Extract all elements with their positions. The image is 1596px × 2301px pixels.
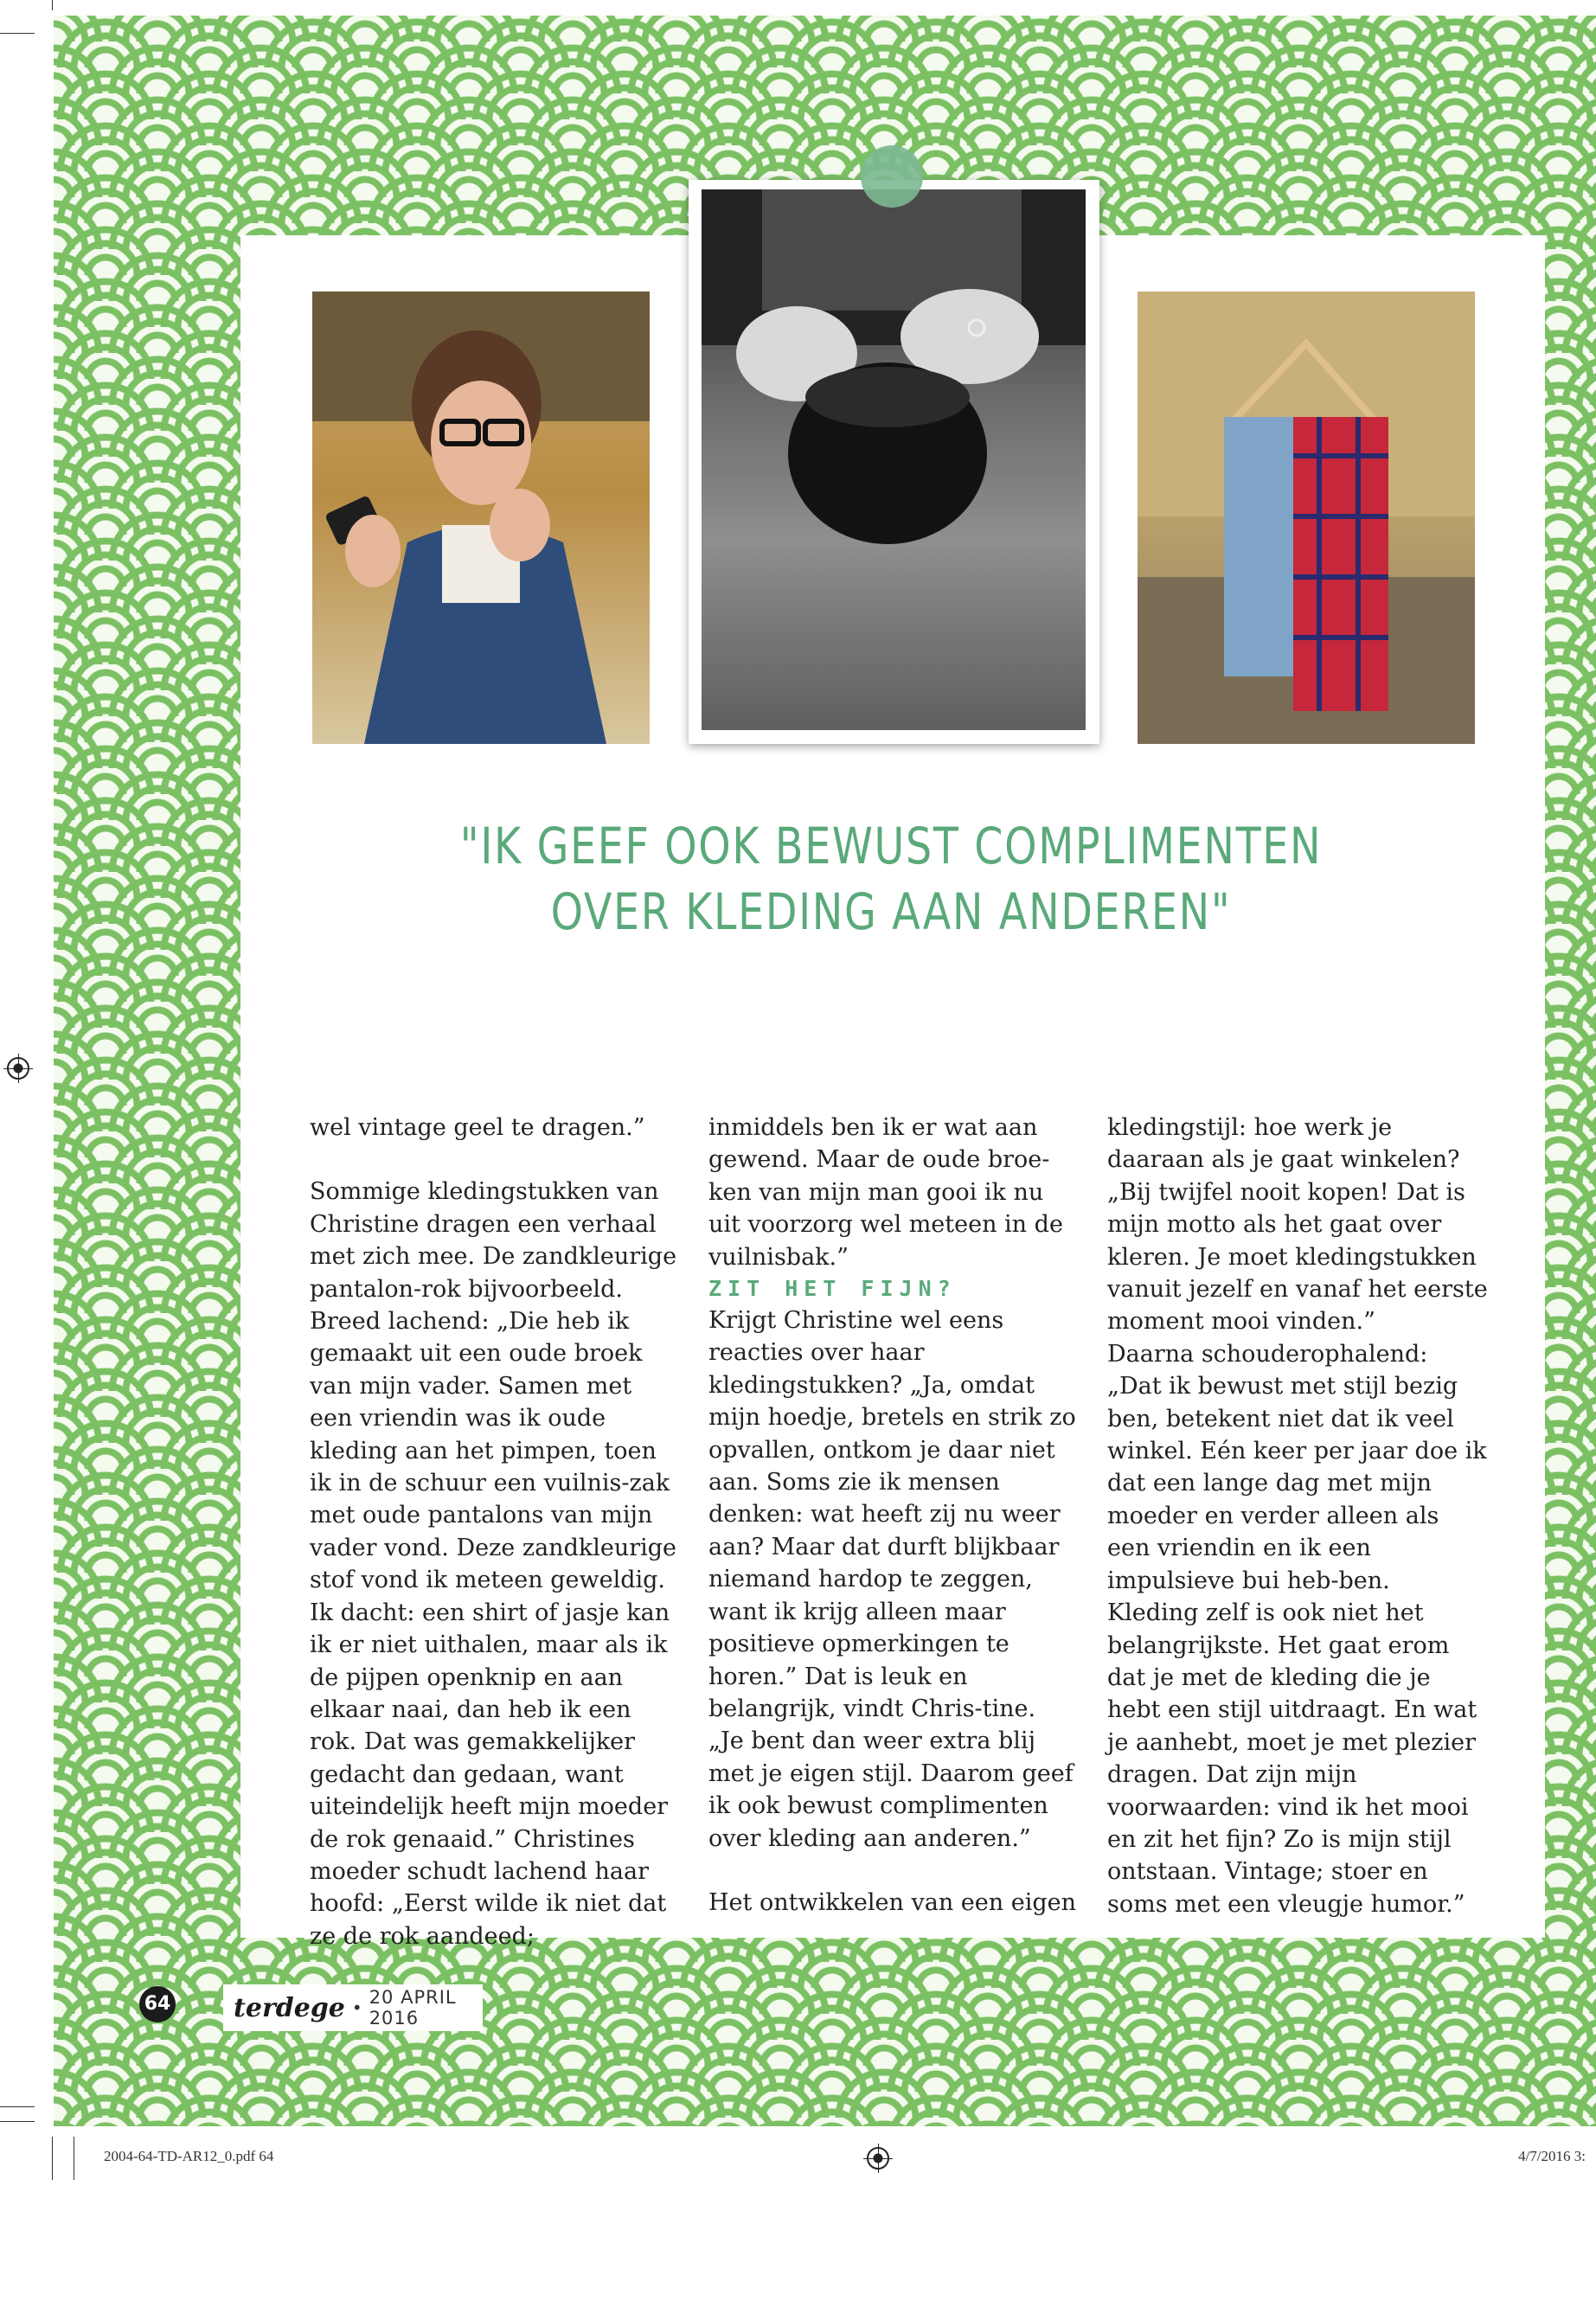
photo-black-hat bbox=[702, 189, 1086, 730]
crop-mark bbox=[0, 33, 35, 34]
pin bbox=[861, 145, 923, 208]
pull-quote-line: OVER KLEDING AAN ANDEREN" bbox=[550, 882, 1232, 941]
photo-clothes-on-hanger bbox=[1138, 292, 1475, 744]
paragraph: Krijgt Christine wel eens reacties over haar kledingstukken? „Ja, omdat mijn hoedje, bretels en strik zo opvallen, ontkom je daar niet aan. Soms zie ik mensen denken: wat heeft zij nu weer aan? Maar dat durft blijkbaar niemand hardop te zeggen, want ik krijg alleen maar positieve opmerkingen te horen.” Dat is leuk en belangrijk, vindt Chris-tine. „Je bent dan weer extra blij met je eigen stijl. Daarom geef ik ook bewust complimenten over kleding aan anderen.” bbox=[708, 1307, 1076, 1852]
paragraph: inmiddels ben ik er wat aan gewend. Maar de oude broe-ken van mijn man gooi ik nu uit voorzorg wel meteen in de vuilnisbak.” bbox=[708, 1114, 1063, 1271]
text-column-3 bbox=[1107, 1112, 1488, 1920]
crop-mark bbox=[0, 2106, 35, 2107]
crop-mark bbox=[0, 2121, 35, 2122]
issue-date: 20 APRIL 2016 bbox=[369, 1987, 457, 2029]
crop-mark bbox=[52, 2137, 53, 2180]
footer-separator: • bbox=[351, 1997, 362, 2018]
magazine-brand: terdege bbox=[234, 1992, 345, 2023]
print-slug-file: 2004-64-TD-AR12_0.pdf 64 bbox=[104, 2148, 274, 2164]
print-slug-timestamp: 4/7/2016 3: bbox=[1518, 2148, 1586, 2164]
text-column-2 bbox=[708, 1112, 1077, 1919]
photo-woman-lipstick bbox=[312, 292, 650, 744]
subheading: ZIT HET FIJN? bbox=[708, 1276, 957, 1302]
paragraph: kledingstijl: hoe werk je daaraan als je gaat winkelen? „Bij twijfel nooit kopen! Dat is mijn motto als het gaat over kleren. Je moet kledingstukken vanuit jezelf en vanaf het eerste moment mooi vinden.” bbox=[1107, 1114, 1488, 1336]
text-column-1 bbox=[310, 1112, 678, 1952]
paragraph: Sommige kledingstukken van Christine dragen een verhaal met zich mee. De zandkleurige pantalon-rok bijvoorbeeld. Breed lachend: „Die heb ik gemaakt uit een oude broek van mijn vader. Samen met een vriendin was ik oude kleding aan het pimpen, toen ik in de schuur een vuilnis-zak met oude pantalons van mijn vader vond. Deze zandkleurige stof vond ik meteen geweldig. Ik dacht: een shirt of jasje kan ik er niet uithalen, maar als ik de pijpen openknip en aan elkaar naai, dan heb ik een rok. Dat was gemakkelijker gedacht dan gedaan, want uiteindelijk heeft mijn moeder de rok genaaid.” Christines moeder schudt lachend haar hoofd: „Eerst wilde ik niet dat ze de rok aandeed; bbox=[310, 1178, 677, 1950]
crop-mark bbox=[52, 0, 53, 10]
footer-label bbox=[223, 1984, 483, 2031]
paragraph: Het ontwikkelen van een eigen bbox=[708, 1888, 1076, 1916]
pull-quote-line: "IK GEEF OOK BEWUST COMPLIMENTEN bbox=[459, 817, 1323, 875]
paragraph: Daarna schouderophalend: „Dat ik bewust met stijl bezig ben, betekent niet dat ik veel winkel. Eén keer per jaar doe ik dat een lange dag met mijn moeder en verder alleen als een vriendin en ik een impulsieve bui heb-ben. Kleding zelf is ook niet het belangrijkste. Het gaat erom dat je met de kleding die je hebt een stijl uitdraagt. En wat je aanhebt, moet je met plezier dragen. Dat zijn mijn voorwaarden: vind ik het mooi en zit het fijn? Zo is mijn stijl ontstaan. Vintage; stoer en soms met een vleugje humor.” bbox=[1107, 1340, 1487, 1918]
registration-mark bbox=[867, 2147, 889, 2170]
page-number-badge: 64 bbox=[139, 1986, 176, 2022]
registration-mark bbox=[7, 1057, 29, 1080]
paragraph: wel vintage geel te dragen.” bbox=[310, 1114, 645, 1141]
pull-quote bbox=[430, 813, 1352, 945]
